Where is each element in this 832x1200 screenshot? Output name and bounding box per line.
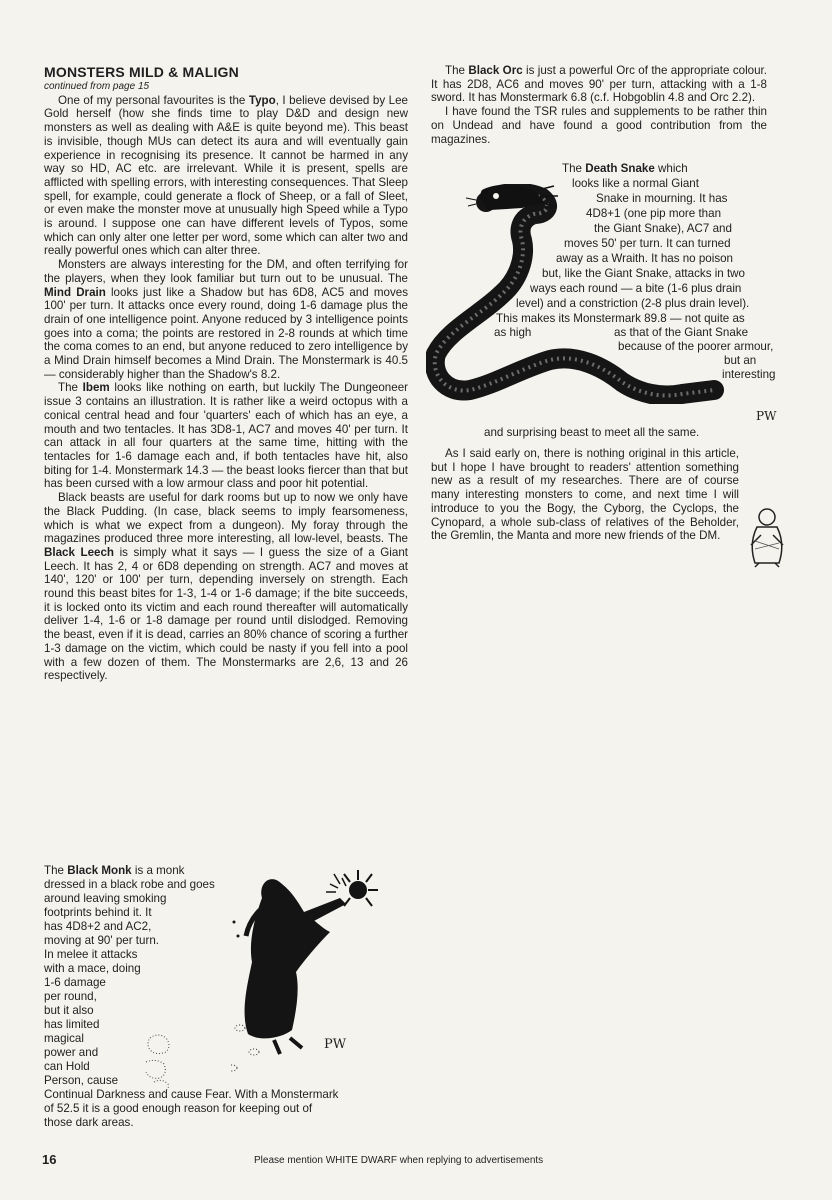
monk-line: with a mace, doing bbox=[44, 962, 141, 975]
snake-line: moves 50' per turn. It can turned bbox=[564, 237, 731, 250]
snake-line: level) and a constriction (2-8 plus drain level). bbox=[516, 297, 750, 310]
monk-line: In melee it attacks bbox=[44, 948, 138, 961]
footer-note: Please mention WHITE DWARF when replying to advertisements bbox=[254, 1155, 544, 1166]
snake-line: The Death Snake which bbox=[562, 162, 688, 175]
snake-line: Snake in mourning. It has bbox=[596, 192, 728, 205]
snake-line: because of the poorer armour, bbox=[618, 340, 774, 353]
snake-line: but an bbox=[724, 354, 757, 367]
monk-line: The Black Monk is a monk bbox=[44, 864, 185, 877]
monk-line: dressed in a black robe and goes bbox=[44, 878, 215, 891]
snake-line: This makes its Monstermark 89.8 — not quite as bbox=[496, 312, 745, 325]
article-title: MONSTERS MILD & MALIGN bbox=[44, 64, 239, 80]
snake-line-final: and surprising beast to meet all the same. bbox=[484, 426, 700, 439]
black-monk-section bbox=[44, 862, 384, 1142]
closing-paragraph: As I said early on, there is nothing original in this article, but I hope I have brought to readers' attention something new as a result of my researches. There are of course many interesting monsters to come, and next time I will introduce to you the Bogy, the Cyborg, the Cyclops, the Cynopard, a whole sub-class of relatives of the Beholder, the Gremlin, the Manta and more new friends of the DM. bbox=[431, 447, 739, 543]
page-footer bbox=[0, 1152, 832, 1172]
monk-line: Continual Darkness and cause Fear. With a Monstermark bbox=[44, 1088, 339, 1101]
monk-line: magical bbox=[44, 1032, 84, 1045]
monk-line: around leaving smoking bbox=[44, 892, 167, 905]
paragraph-mind-drain: Monsters are always interesting for the DM, and often terrifying for the players, when they look familiar but turn out to be unusual. The Mind Drain looks just like a Shadow but has 6D8, AC5 and moves 100' per turn. It attacks once every round, doing 1-6 damage plus the drain of one intelligence point. Anyone reduced by 3 intelligence points goes into a coma; the points are restored in 2-8 rounds at which time the coma comes to an end, but anyone reduced to zero intelligence by a Mind Drain himself becomes a Mind Drain. The Monstermark is 40.5 — considerably higher than the Shadow's 8.2. bbox=[44, 258, 408, 381]
right-column bbox=[431, 64, 767, 146]
snake-line: ways each round — a bite (1-6 plus drain bbox=[530, 282, 742, 295]
death-snake-section bbox=[426, 162, 786, 442]
snake-line: but, like the Giant Snake, attacks in two bbox=[542, 267, 745, 280]
monk-artist-signature: PW bbox=[324, 1037, 347, 1052]
monk-line: footprints behind it. It bbox=[44, 906, 152, 919]
monk-line: has limited bbox=[44, 1018, 100, 1031]
page-number: 16 bbox=[42, 1152, 57, 1167]
left-column bbox=[44, 64, 408, 683]
goblin-vignette-illustration bbox=[743, 505, 791, 569]
monk-line: can Hold bbox=[44, 1060, 90, 1073]
snake-line: looks like a normal Giant bbox=[572, 177, 699, 190]
continued-note: continued from page 15 bbox=[44, 81, 150, 92]
snake-line: 4D8+1 (one pip more than bbox=[586, 207, 722, 220]
monk-line: but it also bbox=[44, 1004, 94, 1017]
monk-line: those dark areas. bbox=[44, 1116, 134, 1129]
paragraph-ibem: The Ibem looks like nothing on earth, but luckily The Dungeoneer issue 3 contains an illustration. It is rather like a weird octopus with a conical central head and four 'quarters' each of which has an eye, a mouth and two tentacles. It has 3D8-1, AC7 and moves 40' per turn. It can attack in all four quarters at the same time, hitting with the tentacles for 1-6 damage each and, if both tentacles have hit, also biting for 1-4. Monstermark 14.3 — the beast looks fiercer than that but has been cursed with a low armour class and poor hit potential. bbox=[44, 381, 408, 491]
snake-line: away as a Wraith. It has no poison bbox=[556, 252, 734, 265]
snake-line: as high bbox=[494, 326, 532, 339]
snake-line: the Giant Snake), AC7 and bbox=[594, 222, 732, 235]
monk-line: per round, bbox=[44, 990, 97, 1003]
paragraph-undead: I have found the TSR rules and supplements to be rather thin on Undead and have found a good contribution from the magazines. bbox=[431, 105, 767, 146]
snake-line-rest: which bbox=[654, 162, 688, 175]
monk-line: 1-6 damage bbox=[44, 976, 106, 989]
paragraph-typo: One of my personal favourites is the Typo, I believe devised by Lee Gold herself (how she finds time to play D&D and design new monsters as well as dealing with A&E is quite beyond me). This beast is invisible, though MUs can detect its aura and will eventually gain experience in recognising its presence. It cannot be harmed in any way so HD, AC etc. are irrelevant. While it is present, spells are afflicted with spelling errors, with interesting consequences. That Sleep spell, for example, could generate a flock of Sheep, or a fall of Sleet, or even make the monster move at unusually high Speed while a Typo is around. I suppose one can have different levels of Typos, some which can only alter one letter per word, some which can alter two and really powerful ones which can alter three. bbox=[44, 93, 408, 258]
paragraph-black-beasts: Black beasts are useful for dark rooms but up to now we only have the Black Pudding. (In case, black seems to imply fearsomeness, which is what we expect from a dungeon). My foray through the magazines produced three more interesting, all low-level, beasts. The Black Leech is simply what it says — I guess the size of a Giant Leech. It has 2, 4 or 6D8 depending on strength. AC7 and moves at 140', 120' or 100' per turn, depending inversely on strength. Each round this beast bites for 1-3, 1-4 or 1-6 damage; if the bite succeeds, it is locked onto its victim and each round thereafter will automatically deliver 1-4, 1-6 or 1-8 damage per round until dislodged. Removing the beast, even if it is dead, carries an 80% chance of scoring a further 1-3 damage on the victim, which could be nasty if you fell into a pool with a few dozen of them. The Monstermarks are 2,6, 13 and 26 respectively. bbox=[44, 491, 408, 683]
monk-line: moving at 90' per turn. bbox=[44, 934, 159, 947]
snake-line: interesting bbox=[722, 368, 776, 381]
death-snake-term: Death Snake bbox=[585, 162, 655, 175]
paragraph-black-orc: The Black Orc is just a powerful Orc of the appropriate colour. It has 2D8, AC6 and moves 90' per turn, attacking with a 1-8 sword. It has Monstermark 6.8 (c.f. Hobgoblin 4.8 and Orc 2.2). bbox=[431, 64, 767, 105]
monk-line: of 52.5 it is a good enough reason for keeping out of bbox=[44, 1102, 313, 1115]
monk-line: has 4D8+2 and AC2, bbox=[44, 920, 152, 933]
snake-line: as that of the Giant Snake bbox=[614, 326, 749, 339]
snake-artist-signature: PW bbox=[756, 409, 777, 423]
black-monk-term: Black Monk bbox=[67, 864, 132, 877]
monk-line: Person, cause bbox=[44, 1074, 119, 1087]
closing-section bbox=[431, 447, 767, 543]
black-monk-illustration bbox=[230, 862, 400, 1102]
monk-line-rest: is a monk bbox=[131, 864, 185, 877]
monk-line: power and bbox=[44, 1046, 99, 1059]
